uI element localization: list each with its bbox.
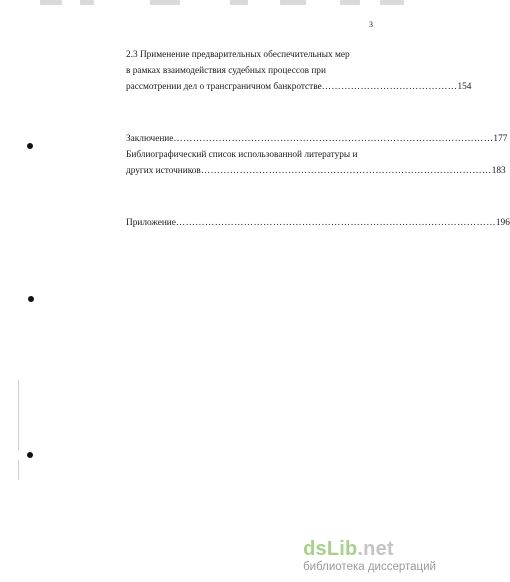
toc-text: рассмотрении дел о трансграничном банкротстве [126, 82, 322, 92]
watermark [303, 539, 436, 574]
toc-page-number: 154 [457, 82, 472, 92]
binding-hole [27, 452, 33, 458]
scan-edge-line [18, 460, 19, 480]
toc-entry-section-2-3 [126, 47, 472, 95]
scan-edge-line [18, 380, 19, 450]
page-number: 3 [369, 20, 373, 29]
toc-text: Заключение [126, 134, 174, 144]
scan-artifacts [30, 0, 420, 6]
toc-page-number: 183 [491, 166, 506, 176]
toc-text: Библиографический список использованной литературы и [126, 150, 358, 160]
binding-hole [28, 296, 34, 302]
toc-leader-dots: ……………………………………………………………………………… [200, 166, 492, 176]
toc-page-number: 196 [495, 218, 510, 228]
toc-leader-dots: ……………………………………………………………………………………… [173, 134, 494, 144]
watermark-subtitle: библиотека диссертаций [303, 561, 436, 573]
toc-page-number: 177 [493, 134, 508, 144]
toc-leader-dots: …………………………………… [321, 82, 458, 92]
binding-hole [27, 143, 33, 149]
toc-entry-conclusion-bibliography [126, 131, 508, 179]
toc-text: Приложение [126, 218, 176, 228]
toc-entry-conclusion [126, 131, 508, 147]
toc-entry-appendix [126, 215, 510, 231]
watermark-logo: dsLib.net [303, 538, 394, 560]
toc-entry-bibliography [126, 147, 408, 163]
toc-text: 2.3 Применение предварительных обеспечительных мер [126, 50, 350, 60]
toc-leader-dots: ……………………………………………………………………………………… [175, 218, 496, 228]
toc-text: в рамках взаимодействия судебных процессов при [126, 66, 326, 76]
toc-text: других источников [126, 166, 201, 176]
